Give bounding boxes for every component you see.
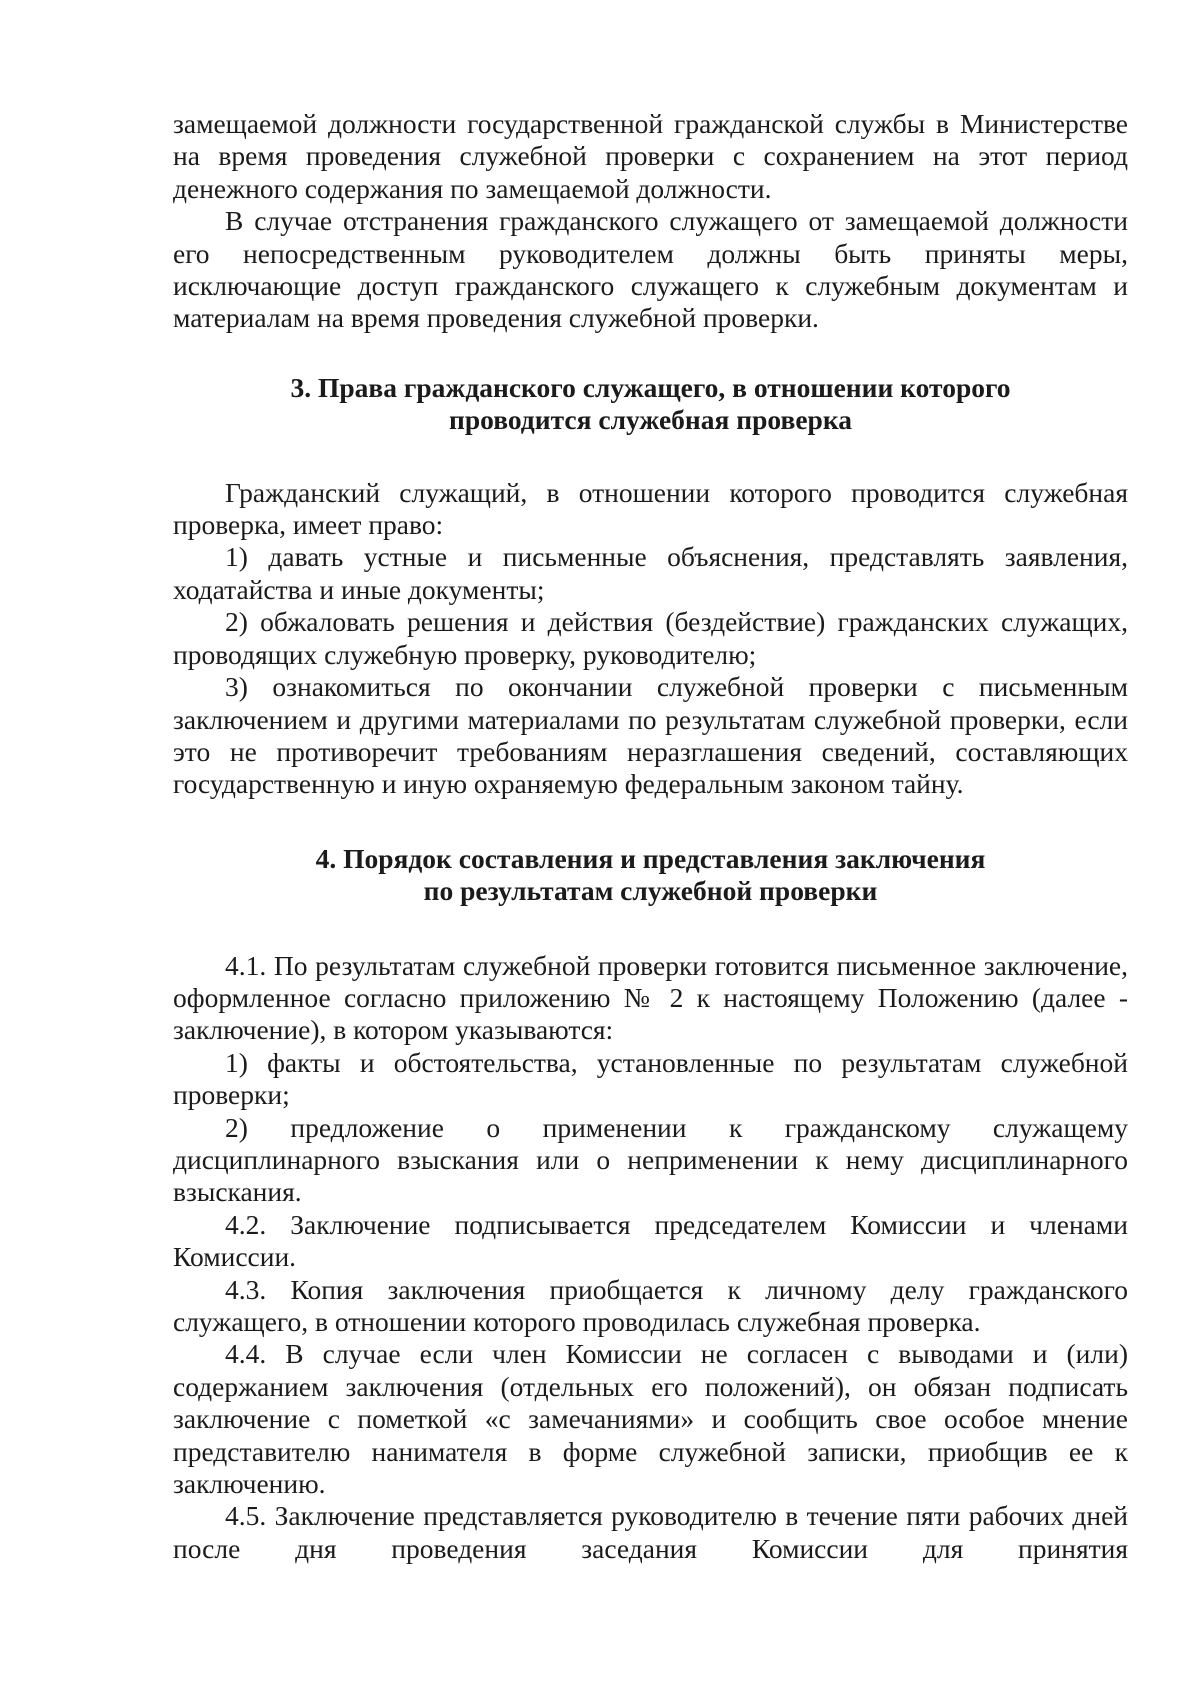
section-4-paragraph: 4.5. Заключение представляется руководителю в течение пяти рабочих дней после дня проведения заседания Комиссии для принятия [173, 1500, 1128, 1564]
document-page [173, 108, 1128, 1565]
section-4-heading-line1: 4. Порядок составления и представления заключения [315, 842, 986, 874]
section-4-paragraph: 4.1. По результатам служебной проверки готовится письменное заключение, оформленное согласно приложению № 2 к настоящему Положению (далее - заключение), в котором указываются: [173, 949, 1128, 1046]
paragraph-continuation: замещаемой должности государственной гражданской службы в Министерстве на время проведения служебной проверки с сохранением на этот период денежного содержания по замещаемой должности. [173, 108, 1128, 204]
section-4-paragraph: 4.2. Заключение подписывается председателем Комиссии и членами Комиссии. [173, 1208, 1128, 1273]
section-4-item: 2) предложение о применении к гражданскому служащему дисциплинарного взыскания или о неприменении к нему дисциплинарного взыскания. [173, 1111, 1128, 1208]
section-3-heading-line1: 3. Права гражданского служащего, в отношении которого [290, 371, 1011, 403]
section-3-item: 2) обжаловать решения и действия (бездействие) гражданских служащих, проводящих служебную проверку, руководителю; [173, 606, 1128, 670]
section-3-paragraph: Гражданский служащий, в отношении которого проводится служебная проверка, имеет право: [173, 476, 1128, 541]
section-4-item: 1) факты и обстоятельства, установленные по результатам служебной проверки; [173, 1046, 1128, 1111]
section-4-paragraph: 4.3. Копия заключения приобщается к личному делу гражданского служащего, в отношении которого проводилась служебная проверка. [173, 1273, 1128, 1337]
section-3-item: 3) ознакомиться по окончании служебной проверки с письменным заключением и другими материалами по результатам служебной проверки, если это не противоречит требованиям неразглашения сведений, составляющих государственную и иную охраняемую федеральным законом тайну. [173, 671, 1128, 800]
paragraph-suspension: В случае отстранения гражданского служащего от замещаемой должности его непосредственным руководителем должны быть приняты меры, исключающие доступ гражданского служащего к служебным документам и материалам на время проведения служебной проверки. [173, 205, 1128, 334]
section-3-heading-line2: проводится служебная проверка [448, 404, 853, 436]
section-3-item: 1) давать устные и письменные объяснения, представлять заявления, ходатайства и иные документы; [173, 541, 1128, 605]
section-3-heading [173, 372, 1128, 437]
section-4-paragraph: 4.4. В случае если член Комиссии не согласен с выводами и (или) содержанием заключения (отдельных его положений), он обязан подписать заключение с пометкой «с замечаниями» и сообщить свое особое мнение представителю нанимателя в форме служебной записки, приобщив ее к заключению. [173, 1338, 1128, 1500]
section-4-heading-line2: по результатам служебной проверки [423, 875, 878, 907]
section-4-heading [173, 843, 1128, 908]
